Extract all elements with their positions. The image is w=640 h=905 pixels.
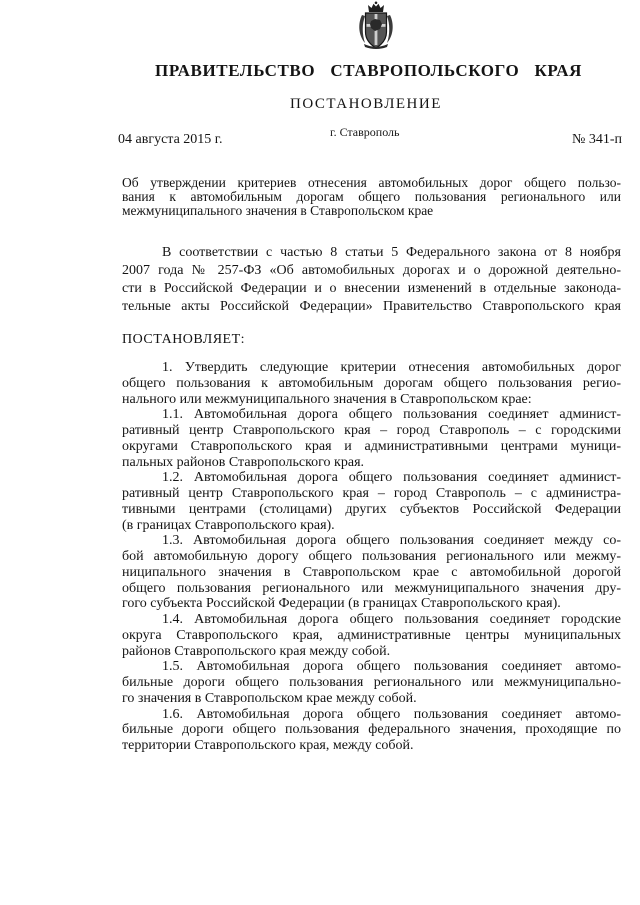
clause-line: (в границах Ставропольского края). [122, 517, 335, 533]
clause-1-6 [122, 707, 621, 754]
clause-1-5 [122, 659, 621, 706]
clause-line: округа Ставропольского края, административные центры муниципальных [122, 627, 621, 643]
clause-line: общего пользования регионального или межмуниципального значения дру- [122, 580, 621, 596]
clause-1-4 [122, 612, 621, 659]
clause-line: пальных районов Ставропольского края. [122, 454, 365, 470]
clause-line: бой автомобильную дорогу общего пользования регионального или межму- [122, 549, 621, 564]
clause-1-2 [122, 470, 621, 533]
clause-line: бильные дороги общего пользования федерального значения, проходящие по [122, 722, 621, 738]
title-line: вания к автомобильным дорогам общего пользования регионального или [122, 189, 621, 204]
clause-line: нального или межмуниципального значения в Ставропольском крае: [122, 391, 532, 407]
clause-line: общего пользования к автомобильным дорогам общего пользования регио- [122, 375, 621, 391]
clauses-list [122, 360, 621, 754]
clause-line: 1.5. Автомобильная дорога общего пользования соединяет автомо- [162, 659, 621, 675]
document-type: ПОСТАНОВЛЕНИЕ [290, 96, 442, 112]
clause-line: округами Ставропольского края и административными центрами муници- [122, 438, 621, 454]
clause-line: 1.4. Автомобильная дорога общего пользования соединяет городские [162, 612, 621, 627]
clause-1-1 [122, 407, 621, 470]
clause-line: го значения в Ставропольском крае между собой. [122, 690, 417, 706]
clause-line: районов Ставропольского края между собой. [122, 643, 391, 659]
preamble-paragraph [122, 244, 621, 316]
clause-line: территории Ставропольского края, между собой. [122, 738, 414, 753]
title-line: межмуниципального значения в Ставропольском крае [122, 203, 434, 218]
clause-1-3 [122, 533, 621, 612]
clause-line: тивными центрами (столицами) других субъектов Российской Федерации [122, 501, 621, 517]
clause-line: ративный центр Ставропольского края – город Ставрополь – с администра- [122, 486, 621, 501]
clause-line: ративный центр Ставропольского края – город Ставрополь – с городскими [122, 423, 621, 438]
document-title [122, 176, 621, 218]
clause-line: ниципального значения в Ставропольском крае с автомобильной дорогой [122, 564, 621, 580]
document-city: г. Ставрополь [330, 125, 400, 139]
preamble-line: 2007 года № 257-ФЗ «Об автомобильных дорогах и о дорожной деятельно- [122, 263, 621, 278]
clause-line: гого субъекта Российской Федерации (в границах Ставропольского края). [122, 596, 561, 612]
preamble-line: В соответствии с частью 8 статьи 5 Федерального закона от 8 ноября [162, 245, 621, 260]
coat-of-arms-icon [356, 1, 396, 51]
clause-line: 1.3. Автомобильная дорога общего пользования соединяет между со- [162, 533, 621, 549]
title-line: Об утверждении критериев отнесения автомобильных дорог общего пользо- [122, 175, 621, 190]
clause-line: бильные дороги общего пользования регионального или межмуниципально- [122, 675, 621, 690]
government-name: ПРАВИТЕЛЬСТВО СТАВРОПОЛЬСКОГО КРАЯ [155, 61, 582, 80]
document-date: 04 августа 2015 г. [118, 132, 223, 147]
resolves-heading: ПОСТАНОВЛЯЕТ: [122, 332, 246, 347]
clause-line: 1.6. Автомобильная дорога общего пользования соединяет автомо- [162, 706, 621, 722]
clause-line: 1.1. Автомобильная дорога общего пользования соединяет админист- [162, 407, 621, 423]
preamble-line: сти в Российской Федерации и о внесении изменений в отдельные законода- [122, 281, 621, 296]
clause-line: 1.2. Автомобильная дорога общего пользования соединяет админист- [162, 470, 621, 486]
clause-1 [122, 360, 621, 407]
document-number: № 341-п [571, 132, 622, 147]
clause-line: 1. Утвердить следующие критерии отнесения автомобильных дорог [162, 360, 621, 375]
preamble-line: тельные акты Российской Федерации» Правительство Ставропольского края [122, 299, 621, 314]
